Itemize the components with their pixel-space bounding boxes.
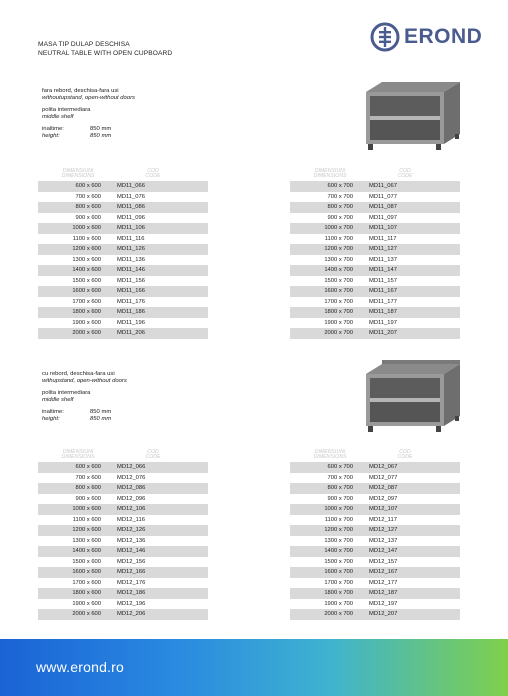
table-row (290, 192, 460, 203)
dimension-cell: 900 x 600 (75, 214, 101, 221)
dimension-cell: 1300 x 700 (324, 537, 353, 544)
code-cell: MD11_156 (117, 277, 145, 284)
dimension-cell: 1200 x 700 (324, 527, 353, 534)
code-cell: MD11_137 (369, 256, 397, 263)
table-row (38, 181, 208, 192)
code-cell: MD12_177 (369, 579, 398, 586)
code-cell: MD11_157 (369, 277, 397, 284)
table-header (290, 167, 460, 181)
dimension-cell: 1500 x 700 (324, 277, 353, 284)
dimension-cell: 1100 x 600 (72, 235, 101, 242)
dimension-cell: 1700 x 600 (72, 298, 101, 305)
dimensions-table-600 (38, 167, 208, 339)
dimension-cell: 1200 x 600 (72, 246, 101, 253)
table-row (290, 181, 460, 192)
footer-banner (0, 639, 508, 696)
table-row (290, 265, 460, 276)
header-cod-ro: COD (147, 167, 159, 174)
shelf-ro: polita intermediara (42, 107, 91, 113)
header-cod-ro: COD (399, 167, 411, 174)
header-cod-ro: COD (147, 448, 159, 455)
inaltime-value: 850 mm (90, 409, 112, 415)
inaltime-label: inaltime: (42, 126, 64, 132)
code-cell: MD12_137 (369, 537, 398, 544)
header-cod-ro: COD (399, 448, 411, 455)
table-row (38, 536, 208, 547)
dimension-cell: 1600 x 700 (324, 569, 353, 576)
dimension-cell: 1300 x 600 (72, 537, 101, 544)
dimension-cell: 1000 x 700 (324, 225, 353, 232)
code-cell: MD12_097 (369, 495, 398, 502)
dimension-cell: 1000 x 600 (72, 225, 101, 232)
table-row (38, 567, 208, 578)
dimension-cell: 1000 x 700 (324, 506, 353, 513)
header-dim-ro: DIMENSIUNI (314, 448, 346, 455)
table-row (290, 286, 460, 297)
header-dim-en: DIMENSIONS (313, 173, 347, 179)
table-body (38, 181, 208, 339)
table-row (290, 223, 460, 234)
title-en: NEUTRAL TABLE WITH OPEN CUPBOARD (38, 50, 173, 57)
dimension-cell: 1600 x 600 (72, 569, 101, 576)
table-row (38, 483, 208, 494)
erond-logo-icon (370, 22, 400, 52)
desc-en: withupstand, open-without doors (42, 378, 127, 384)
table-row (38, 276, 208, 287)
code-cell: MD11_077 (369, 193, 397, 200)
table-row (290, 244, 460, 255)
table-row (290, 536, 460, 547)
code-cell: MD11_196 (117, 319, 145, 326)
table-header (38, 167, 208, 181)
table-row (38, 588, 208, 599)
header-dim-ro: DIMENSIUNI (62, 167, 94, 174)
dimension-cell: 1200 x 700 (324, 246, 353, 253)
header-dim-en: DIMENSIONS (61, 173, 95, 179)
table-row (38, 202, 208, 213)
dimension-cell: 700 x 700 (327, 193, 353, 200)
dimension-cell: 1500 x 600 (72, 558, 101, 565)
table-row (38, 213, 208, 224)
table-row (290, 234, 460, 245)
height-spec-ro (42, 126, 135, 133)
code-cell: MD12_126 (117, 527, 146, 534)
table-row (38, 525, 208, 536)
table-row (38, 504, 208, 515)
dimension-cell: 800 x 700 (327, 204, 353, 211)
dimension-cell: 800 x 600 (75, 204, 101, 211)
cupboard-with-upstand-photo (356, 358, 468, 434)
table-row (38, 307, 208, 318)
website-link[interactable]: www.erond.ro (36, 659, 124, 675)
dimensions-table-700 (290, 448, 460, 620)
dimension-cell: 700 x 700 (327, 474, 353, 481)
table-row (290, 328, 460, 339)
dimension-cell: 900 x 700 (327, 495, 353, 502)
shelf-ro: polita intermediara (42, 390, 91, 396)
dimension-cell: 2000 x 600 (72, 611, 101, 618)
code-cell: MD12_166 (117, 569, 146, 576)
dimension-cell: 1400 x 700 (324, 267, 353, 274)
table-row (38, 286, 208, 297)
code-cell: MD11_187 (369, 309, 397, 316)
dimension-cell: 1500 x 700 (324, 558, 353, 565)
dimension-cell: 1400 x 600 (72, 267, 101, 274)
code-cell: MD11_097 (369, 214, 397, 221)
code-cell: MD12_117 (369, 516, 397, 523)
dimension-cell: 1100 x 700 (324, 235, 353, 242)
table-row (38, 234, 208, 245)
dimension-cell: 600 x 700 (327, 183, 353, 190)
table-row (38, 557, 208, 568)
code-cell: MD11_177 (369, 298, 397, 305)
code-cell: MD12_116 (117, 516, 145, 523)
table-row (290, 546, 460, 557)
header-dim-en: DIMENSIONS (313, 454, 347, 460)
header-dim-en: DIMENSIONS (61, 454, 95, 460)
dimension-cell: 2000 x 700 (324, 611, 353, 618)
code-cell: MD11_107 (369, 225, 397, 232)
code-cell: MD11_167 (369, 288, 397, 295)
table-row (290, 525, 460, 536)
section-description (42, 88, 135, 140)
dimension-cell: 1000 x 600 (72, 506, 101, 513)
table-row (290, 483, 460, 494)
code-cell: MD12_146 (117, 548, 146, 555)
table-row (290, 567, 460, 578)
dimension-cell: 800 x 700 (327, 485, 353, 492)
table-row (38, 515, 208, 526)
table-row (290, 255, 460, 266)
code-cell: MD12_207 (369, 611, 398, 618)
dimension-cell: 900 x 600 (75, 495, 101, 502)
code-cell: MD11_147 (369, 267, 397, 274)
dimension-cell: 1100 x 700 (324, 516, 353, 523)
code-cell: MD12_076 (117, 474, 146, 481)
dimension-cell: 1900 x 700 (324, 319, 353, 326)
dimension-cell: 1900 x 700 (324, 600, 353, 607)
cupboard-photo (356, 78, 468, 154)
height-value: 850 mm (90, 133, 112, 139)
table-row (38, 244, 208, 255)
header-cod-en: CODE (397, 454, 413, 460)
dimension-cell: 1900 x 600 (72, 600, 101, 607)
table-row (290, 494, 460, 505)
code-cell: MD12_167 (369, 569, 398, 576)
page-title (38, 40, 172, 58)
dimension-cell: 1400 x 700 (324, 548, 353, 555)
code-cell: MD12_066 (117, 464, 146, 471)
table-row (38, 297, 208, 308)
code-cell: MD11_146 (117, 267, 145, 274)
table-row (38, 192, 208, 203)
table-row (290, 609, 460, 620)
table-row (290, 588, 460, 599)
shelf-en: middle shelf (42, 114, 74, 120)
dimension-cell: 2000 x 700 (324, 330, 353, 337)
dimensions-table-700 (290, 167, 460, 339)
height-spec-ro (42, 409, 127, 416)
code-cell: MD12_106 (117, 506, 146, 513)
code-cell: MD12_107 (369, 506, 398, 513)
dimension-cell: 1500 x 600 (72, 277, 101, 284)
desc-en: withoutupstand, open-without doors (42, 95, 136, 101)
dimension-cell: 1200 x 600 (72, 527, 101, 534)
code-cell: MD12_157 (369, 558, 398, 565)
code-cell: MD11_076 (117, 193, 145, 200)
code-cell: MD11_176 (117, 298, 145, 305)
code-cell: MD11_117 (369, 235, 397, 242)
table-body (290, 462, 460, 620)
table-row (38, 255, 208, 266)
table-row (290, 462, 460, 473)
table-row (38, 328, 208, 339)
height-label: height: (42, 133, 60, 139)
table-row (290, 515, 460, 526)
code-cell: MD12_087 (369, 485, 398, 492)
height-spec-en (42, 416, 127, 423)
dimension-cell: 1100 x 600 (72, 516, 101, 523)
dimension-cell: 1900 x 600 (72, 319, 101, 326)
code-cell: MD12_136 (117, 537, 146, 544)
code-cell: MD11_106 (117, 225, 145, 232)
section-description (42, 371, 127, 423)
table-body (38, 462, 208, 620)
table-row (290, 297, 460, 308)
dimension-cell: 600 x 600 (75, 464, 101, 471)
code-cell: MD11_186 (117, 309, 145, 316)
table-header (38, 448, 208, 462)
table-row (38, 265, 208, 276)
table-row (38, 318, 208, 329)
shelf-en: middle shelf (42, 397, 74, 403)
table-row (38, 473, 208, 484)
header-cod-en: CODE (397, 173, 413, 179)
table-row (38, 462, 208, 473)
code-cell: MD11_127 (369, 246, 397, 253)
table-header (290, 448, 460, 462)
code-cell: MD11_066 (117, 183, 145, 190)
dimension-cell: 2000 x 600 (72, 330, 101, 337)
table-row (290, 318, 460, 329)
dimensions-table-600 (38, 448, 208, 620)
dimension-cell: 1400 x 600 (72, 548, 101, 555)
table-row (290, 213, 460, 224)
code-cell: MD11_166 (117, 288, 145, 295)
dimension-cell: 600 x 600 (75, 183, 101, 190)
table-row (38, 599, 208, 610)
code-cell: MD11_067 (369, 183, 397, 190)
brand-name: EROND (404, 25, 483, 48)
dimension-cell: 1800 x 700 (324, 309, 353, 316)
code-cell: MD11_207 (369, 330, 397, 337)
code-cell: MD12_067 (369, 464, 398, 471)
code-cell: MD11_126 (117, 246, 145, 253)
code-cell: MD11_086 (117, 204, 145, 211)
table-row (290, 599, 460, 610)
dimension-cell: 1300 x 700 (324, 256, 353, 263)
dimension-cell: 800 x 600 (75, 485, 101, 492)
code-cell: MD12_096 (117, 495, 146, 502)
header-dim-ro: DIMENSIUNI (314, 167, 346, 174)
table-body (290, 181, 460, 339)
code-cell: MD12_187 (369, 590, 398, 597)
code-cell: MD11_136 (117, 256, 145, 263)
table-row (290, 504, 460, 515)
code-cell: MD12_176 (117, 579, 146, 586)
dimension-cell: 1800 x 600 (72, 309, 101, 316)
desc-ro: fara rebord, deschisa-fara usi (42, 88, 119, 94)
code-cell: MD12_147 (369, 548, 398, 555)
code-cell: MD12_206 (117, 611, 146, 618)
table-row (290, 557, 460, 568)
table-row (38, 223, 208, 234)
inaltime-value: 850 mm (90, 126, 112, 132)
code-cell: MD11_197 (369, 319, 397, 326)
table-row (290, 307, 460, 318)
table-row (290, 202, 460, 213)
header-dim-ro: DIMENSIUNI (62, 448, 94, 455)
table-row (38, 609, 208, 620)
height-spec-en (42, 133, 135, 140)
code-cell: MD12_156 (117, 558, 146, 565)
code-cell: MD11_206 (117, 330, 145, 337)
dimension-cell: 700 x 600 (75, 193, 101, 200)
desc-ro: cu rebord, deschisa-fara usi (42, 371, 115, 377)
table-row (290, 276, 460, 287)
code-cell: MD12_186 (117, 590, 146, 597)
table-row (290, 578, 460, 589)
dimension-cell: 1600 x 600 (72, 288, 101, 295)
dimension-cell: 1700 x 600 (72, 579, 101, 586)
dimension-cell: 1800 x 700 (324, 590, 353, 597)
erond-logo (370, 22, 488, 52)
code-cell: MD11_116 (117, 235, 145, 242)
dimension-cell: 1800 x 600 (72, 590, 101, 597)
dimension-cell: 1700 x 700 (324, 579, 353, 586)
code-cell: MD11_096 (117, 214, 145, 221)
table-row (38, 578, 208, 589)
title-ro: MASA TIP DULAP DESCHISA (38, 41, 130, 48)
code-cell: MD12_086 (117, 485, 146, 492)
table-row (290, 473, 460, 484)
dimension-cell: 1600 x 700 (324, 288, 353, 295)
header-cod-en: CODE (145, 173, 161, 179)
dimension-cell: 1700 x 700 (324, 298, 353, 305)
table-row (38, 546, 208, 557)
dimension-cell: 1300 x 600 (72, 256, 101, 263)
code-cell: MD12_077 (369, 474, 398, 481)
inaltime-label: inaltime: (42, 409, 64, 415)
table-row (38, 494, 208, 505)
dimension-cell: 600 x 700 (327, 464, 353, 471)
height-label: height: (42, 416, 60, 422)
code-cell: MD11_087 (369, 204, 397, 211)
code-cell: MD12_197 (369, 600, 398, 607)
dimension-cell: 700 x 600 (75, 474, 101, 481)
code-cell: MD12_127 (369, 527, 398, 534)
code-cell: MD12_196 (117, 600, 146, 607)
dimension-cell: 900 x 700 (327, 214, 353, 221)
height-value: 850 mm (90, 416, 112, 422)
header-cod-en: CODE (145, 454, 161, 460)
